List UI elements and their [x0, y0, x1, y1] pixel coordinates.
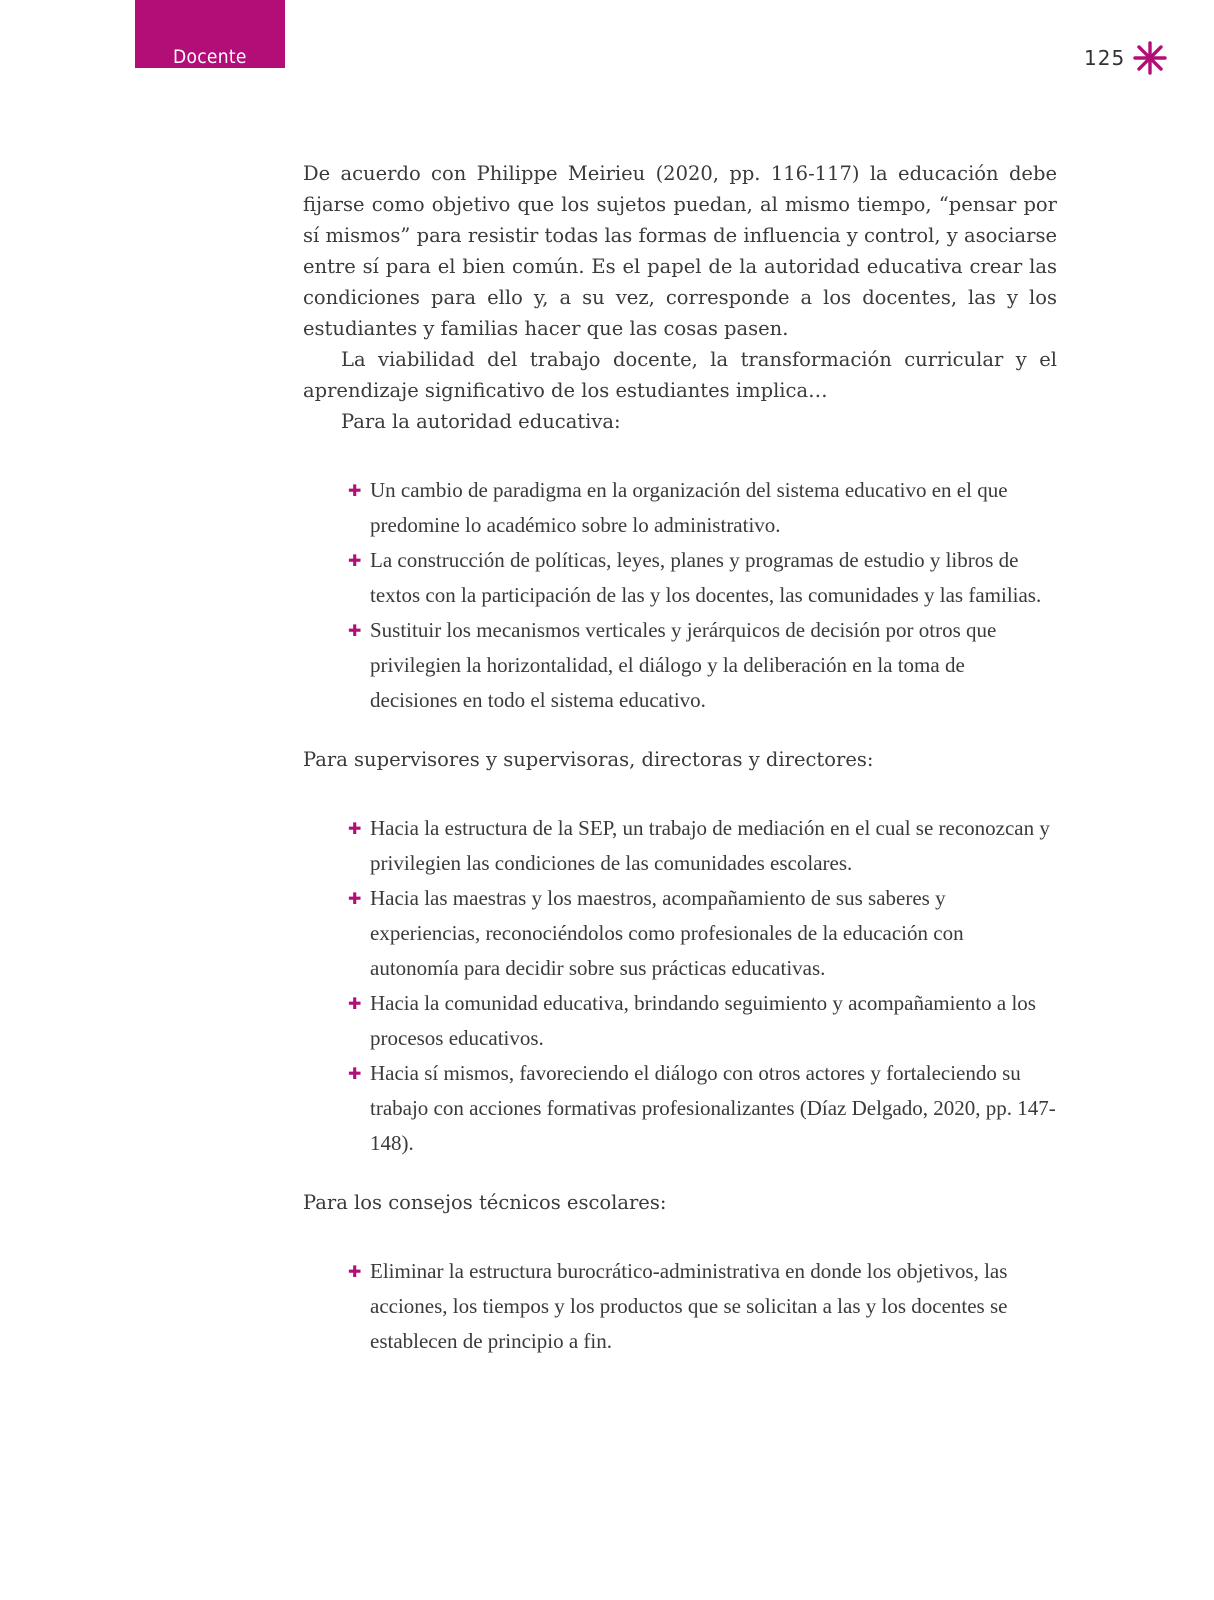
section-tab-label: Docente [173, 46, 247, 68]
bullet-icon: ✚ [348, 994, 362, 1013]
main-content [303, 158, 1057, 1359]
authority-list [303, 473, 1057, 718]
bullet-icon: ✚ [348, 551, 362, 570]
list-item: ✚ Eliminar la estructura burocrático-administrativa en donde los objetivos, las acciones, los tiempos y los productos que se solicitan a las y los docentes se establecen de principio a fin. [370, 1254, 1057, 1359]
supervisors-list [303, 811, 1057, 1161]
list-item: ✚ La construcción de políticas, leyes, planes y programas de estudio y libros de textos con la participación de las y los docentes, las comunidades y las familias. [370, 543, 1057, 613]
supervisors-heading: Para supervisores y supervisoras, directoras y directores: [303, 748, 874, 771]
asterisk-icon [1132, 40, 1168, 76]
councils-heading: Para los consejos técnicos escolares: [303, 1191, 667, 1214]
bullet-icon: ✚ [348, 889, 362, 908]
viability-paragraph: La viabilidad del trabajo docente, la transformación curricular y el aprendizaje significativo de los estudiantes implica… [303, 348, 1057, 402]
bullet-icon: ✚ [348, 1262, 362, 1281]
section-tab [135, 0, 285, 68]
intro-paragraph: De acuerdo con Philippe Meirieu (2020, pp. 116-117) la educación debe fijarse como objetivo que los sujetos puedan, al mismo tiempo, “pensar por sí mismos” para resistir todas las formas de influencia y control, y asociarse entre sí para el bien común. Es el papel de la autoridad educativa crear las condiciones para ello y, a su vez, corresponde a los docentes, las y los estudiantes y familias hacer que las cosas pasen. [303, 162, 1057, 340]
bullet-icon: ✚ [348, 621, 362, 640]
list-item: ✚ Hacia las maestras y los maestros, acompañamiento de sus saberes y experiencias, reconociéndolos como profesionales de la educación con autonomía para decidir sobre sus prácticas educativas. [370, 881, 1057, 986]
authority-heading: Para la autoridad educativa: [341, 410, 621, 433]
bullet-icon: ✚ [348, 1064, 362, 1083]
list-item: ✚ Hacia la comunidad educativa, brindando seguimiento y acompañamiento a los procesos educativos. [370, 986, 1057, 1056]
bullet-icon: ✚ [348, 481, 362, 500]
list-item: ✚ Un cambio de paradigma en la organización del sistema educativo en el que predomine lo académico sobre lo administrativo. [370, 473, 1057, 543]
bullet-icon: ✚ [348, 819, 362, 838]
page-number: 125 [1084, 46, 1126, 70]
list-item: ✚ Sustituir los mecanismos verticales y jerárquicos de decisión por otros que privilegien la horizontalidad, el diálogo y la deliberación en la toma de decisiones en todo el sistema educativo. [370, 613, 1057, 718]
list-item: ✚ Hacia sí mismos, favoreciendo el diálogo con otros actores y fortaleciendo su trabajo con acciones formativas profesionalizantes (Díaz Delgado, 2020, pp. 147-148). [370, 1056, 1057, 1161]
councils-list [303, 1254, 1057, 1359]
list-item: ✚ Hacia la estructura de la SEP, un trabajo de mediación en el cual se reconozcan y privilegien las condiciones de las comunidades escolares. [370, 811, 1057, 881]
